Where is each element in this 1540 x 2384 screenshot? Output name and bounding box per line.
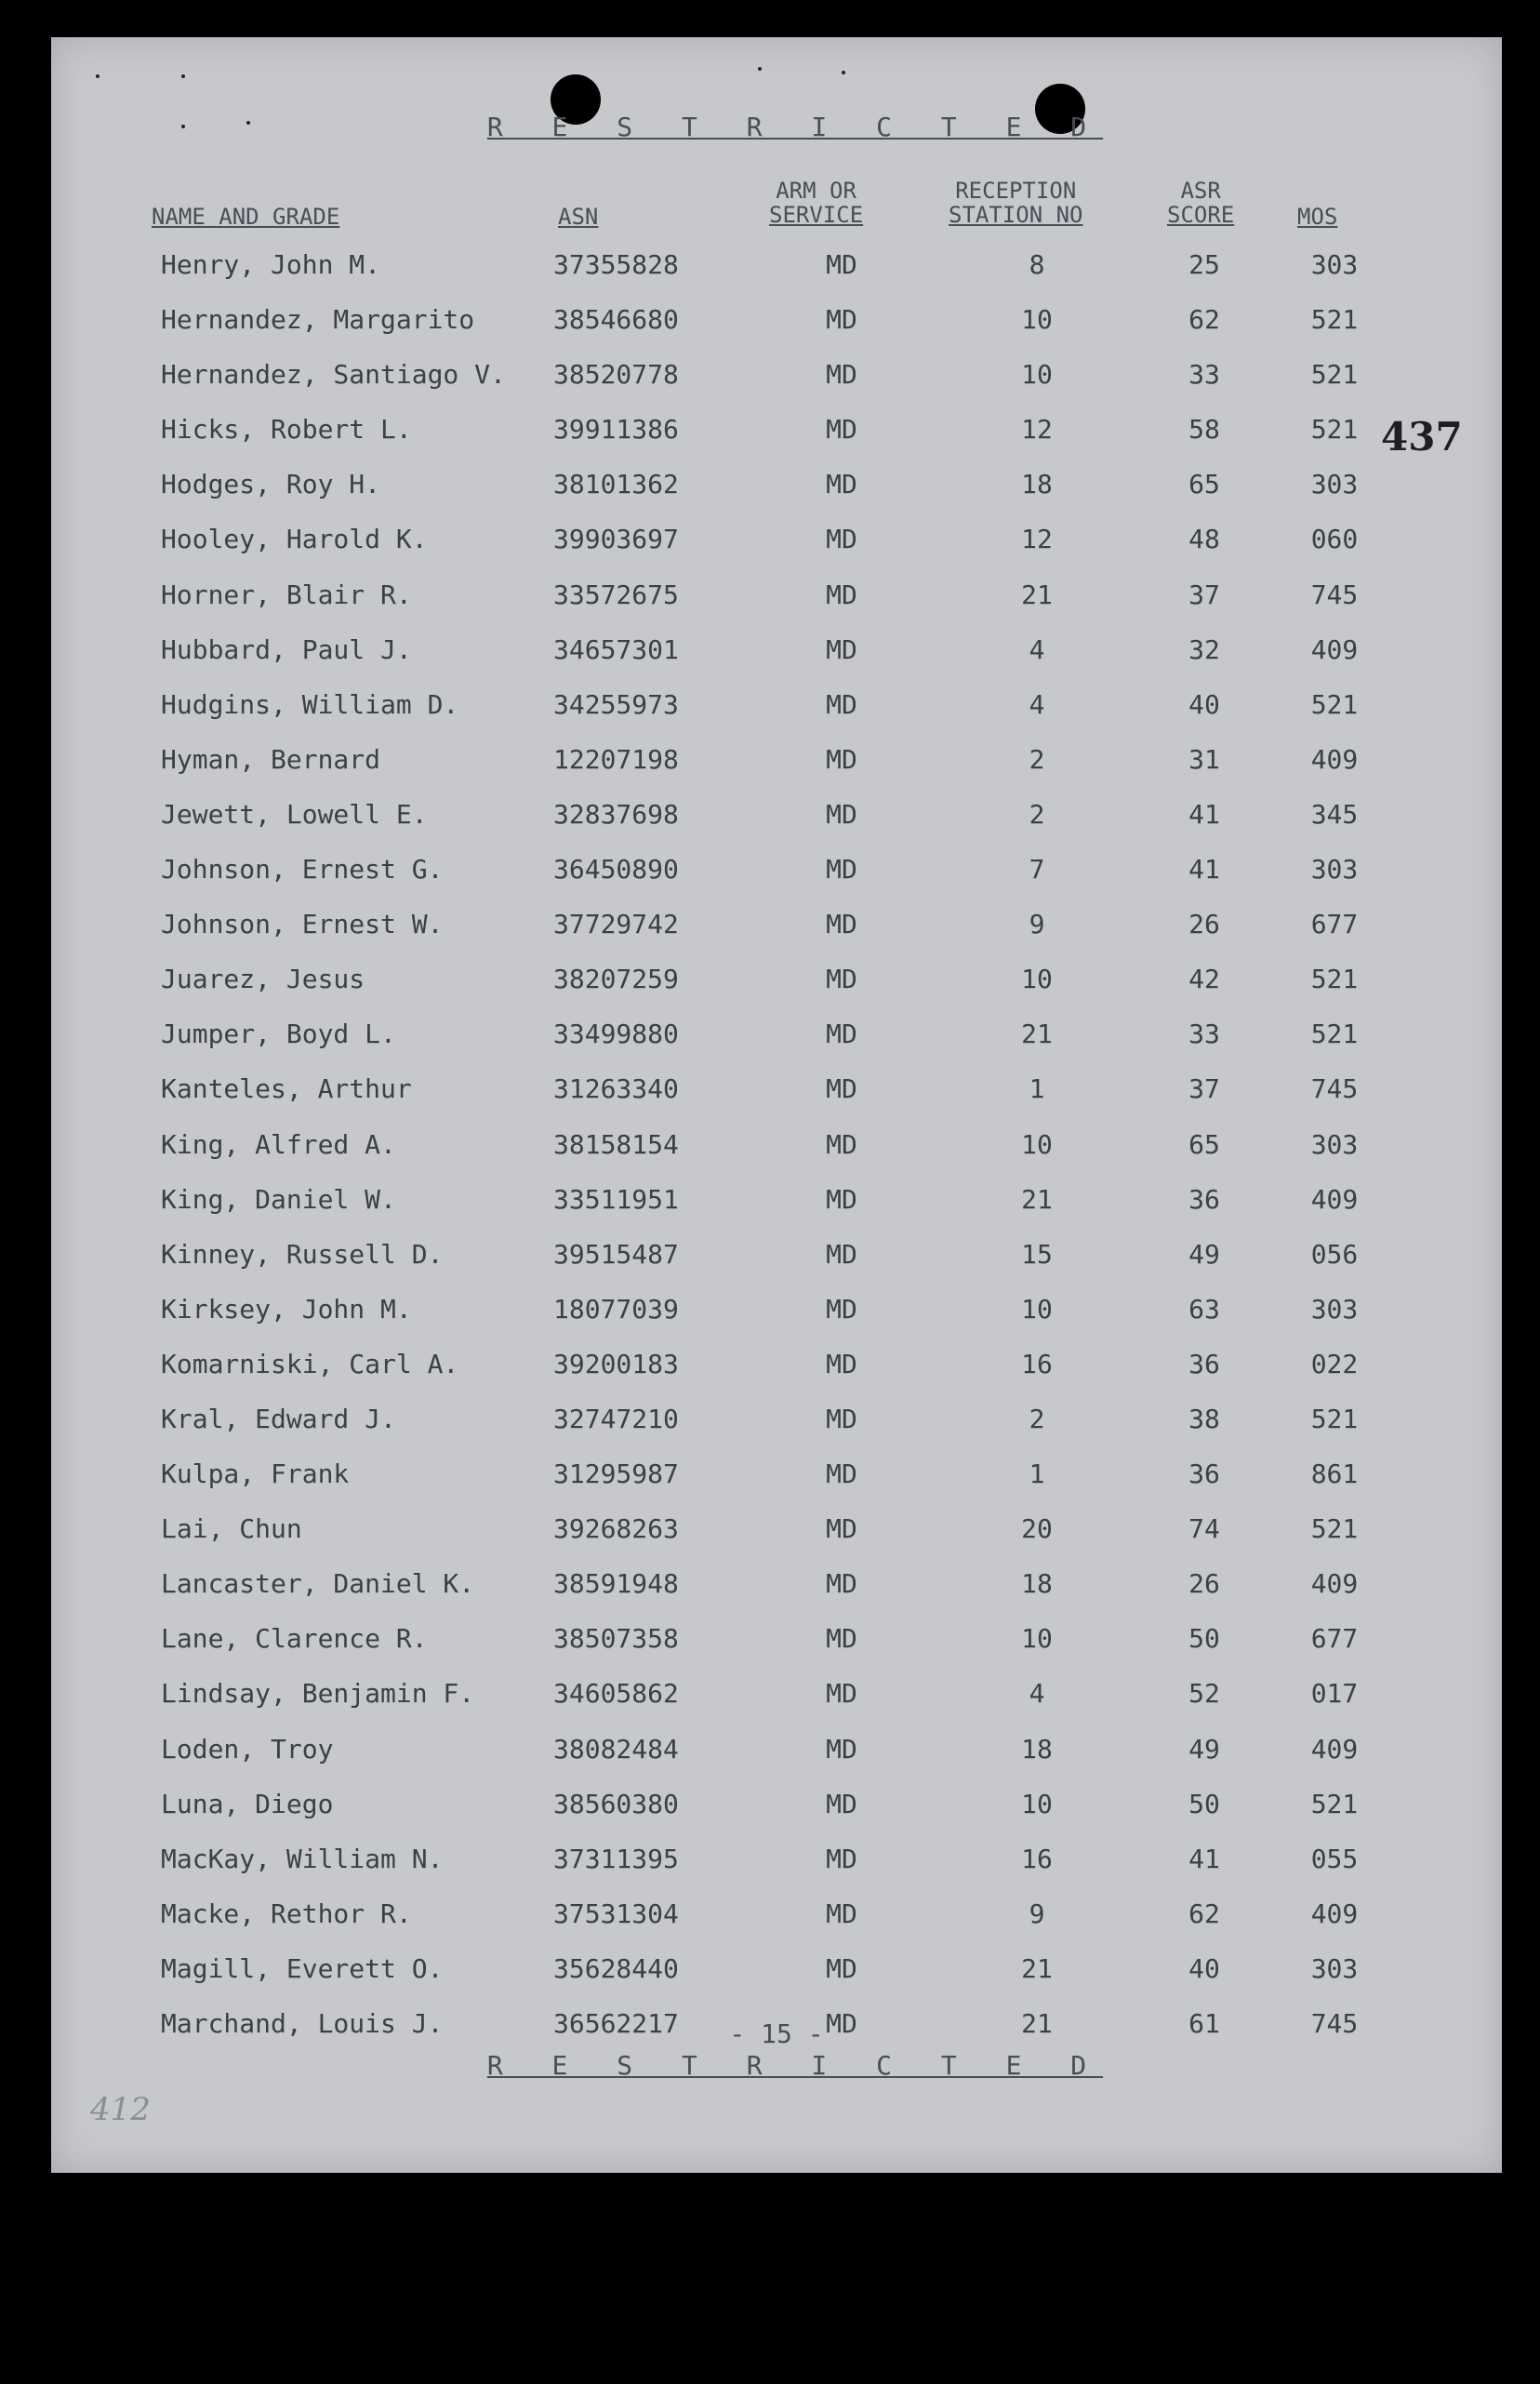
asr-score-cell: 65 — [1188, 469, 1220, 500]
asn-cell: 38207259 — [553, 964, 679, 995]
arm-service-cell: MD — [826, 1238, 857, 1270]
name-cell: MacKay, William N. — [161, 1843, 444, 1874]
table-row — [51, 799, 1502, 854]
arm-service-cell: MD — [826, 1293, 857, 1325]
arm-service-cell: MD — [826, 1348, 857, 1379]
paper-speck — [181, 74, 185, 78]
reception-station-cell: 2 — [1029, 743, 1045, 775]
arm-service-cell: MD — [826, 249, 857, 280]
asr-score-cell: 52 — [1188, 1678, 1220, 1710]
reception-station-cell: 8 — [1029, 249, 1045, 280]
mos-cell: 521 — [1310, 688, 1359, 720]
asr-score-cell: 41 — [1188, 854, 1220, 886]
table-row — [51, 1678, 1502, 1733]
mos-cell: 303 — [1310, 249, 1359, 280]
reception-station-cell: 9 — [1029, 1898, 1045, 1929]
arm-service-cell: MD — [826, 2008, 857, 2039]
mos-cell: 409 — [1310, 1568, 1359, 1600]
asn-cell: 37729742 — [553, 909, 679, 940]
asn-cell: 38082484 — [553, 1733, 679, 1765]
asr-score-cell: 62 — [1188, 1898, 1220, 1929]
mos-cell: 409 — [1310, 633, 1359, 665]
reception-station-cell: 10 — [1021, 1623, 1053, 1655]
asr-score-cell: 50 — [1188, 1623, 1220, 1655]
mos-cell: 521 — [1310, 359, 1359, 391]
name-cell: Kral, Edward J. — [161, 1403, 396, 1434]
asn-cell: 33499880 — [553, 1019, 679, 1050]
asn-cell: 39911386 — [553, 414, 679, 446]
name-cell: Hudgins, William D. — [161, 688, 459, 720]
table-row — [51, 634, 1502, 689]
column-header-mos: MOS — [1297, 204, 1338, 230]
mos-cell: 521 — [1310, 414, 1359, 446]
table-row — [51, 524, 1502, 579]
reception-station-cell: 4 — [1029, 633, 1045, 665]
asr-score-cell: 33 — [1188, 1019, 1220, 1050]
name-cell: Marchand, Louis J. — [161, 2008, 444, 2039]
reception-station-cell: 10 — [1021, 359, 1053, 391]
name-cell: Lai, Chun — [161, 1513, 302, 1545]
handwritten-note: 412 — [90, 2091, 151, 2128]
mos-cell: 409 — [1310, 1183, 1359, 1215]
table-row — [51, 1734, 1502, 1789]
asn-cell: 38520778 — [553, 359, 679, 391]
asn-cell: 39903697 — [553, 524, 679, 555]
asn-cell: 38591948 — [553, 1568, 679, 1600]
asn-cell: 37355828 — [553, 249, 679, 280]
table-row — [51, 1294, 1502, 1349]
mos-cell: 409 — [1310, 743, 1359, 775]
table-row — [51, 579, 1502, 634]
name-cell: Hodges, Roy H. — [161, 469, 381, 500]
table-row — [51, 1623, 1502, 1678]
asr-score-cell: 49 — [1188, 1238, 1220, 1270]
asr-score-cell: 63 — [1188, 1293, 1220, 1325]
mos-cell: 060 — [1310, 524, 1359, 555]
arm-service-cell: MD — [826, 1678, 857, 1710]
arm-service-cell: MD — [826, 1403, 857, 1434]
asr-score-cell: 40 — [1188, 1952, 1220, 1984]
table-row — [51, 689, 1502, 744]
mos-cell: 521 — [1310, 1788, 1359, 1819]
reception-station-cell: 15 — [1021, 1238, 1053, 1270]
reception-station-cell: 20 — [1021, 1513, 1053, 1545]
asr-score-cell: 41 — [1188, 798, 1220, 830]
name-cell: Jumper, Boyd L. — [161, 1019, 396, 1050]
column-header-asr-score: ASR SCORE — [1167, 178, 1235, 228]
asn-cell: 38158154 — [553, 1128, 679, 1160]
mos-cell: 677 — [1310, 909, 1359, 940]
asr-score-cell: 36 — [1188, 1183, 1220, 1215]
table-row — [51, 1568, 1502, 1623]
asr-score-cell: 36 — [1188, 1458, 1220, 1490]
mos-cell: 745 — [1310, 579, 1359, 610]
classification-header: R E S T R I C T E D — [486, 112, 1104, 142]
table-row — [51, 1019, 1502, 1073]
asn-cell: 37311395 — [553, 1843, 679, 1874]
asr-score-cell: 37 — [1188, 1073, 1220, 1105]
reception-station-cell: 12 — [1021, 524, 1053, 555]
table-row — [51, 964, 1502, 1019]
mos-cell: 521 — [1310, 1019, 1359, 1050]
name-cell: Kinney, Russell D. — [161, 1238, 444, 1270]
asr-score-cell: 58 — [1188, 414, 1220, 446]
arm-service-cell: MD — [826, 688, 857, 720]
table-row — [51, 1404, 1502, 1458]
reception-station-cell: 21 — [1021, 2008, 1053, 2039]
name-cell: Hubbard, Paul J. — [161, 633, 412, 665]
mos-cell: 521 — [1310, 1403, 1359, 1434]
arm-service-cell: MD — [826, 743, 857, 775]
asn-cell: 32747210 — [553, 1403, 679, 1434]
arm-service-cell: MD — [826, 414, 857, 446]
arm-service-cell: MD — [826, 1128, 857, 1160]
mos-cell: 745 — [1310, 2008, 1359, 2039]
roster-table — [51, 249, 1502, 2063]
paper-speck — [842, 71, 845, 74]
asr-score-cell: 50 — [1188, 1788, 1220, 1819]
mos-cell: 409 — [1310, 1898, 1359, 1929]
asn-cell: 34605862 — [553, 1678, 679, 1710]
arm-service-cell: MD — [826, 469, 857, 500]
arm-service-cell: MD — [826, 1513, 857, 1545]
name-cell: Juarez, Jesus — [161, 964, 365, 995]
arm-service-cell: MD — [826, 633, 857, 665]
asn-cell: 39200183 — [553, 1348, 679, 1379]
mos-cell: 017 — [1310, 1678, 1359, 1710]
mos-cell: 861 — [1310, 1458, 1359, 1490]
table-row — [51, 1953, 1502, 2008]
table-row — [51, 1844, 1502, 1898]
asn-cell: 34657301 — [553, 633, 679, 665]
arm-service-cell: MD — [826, 304, 857, 336]
asn-cell: 38546680 — [553, 304, 679, 336]
name-cell: Kirksey, John M. — [161, 1293, 412, 1325]
reception-station-cell: 21 — [1021, 1952, 1053, 1984]
asn-cell: 39515487 — [553, 1238, 679, 1270]
name-cell: Hernandez, Santiago V. — [161, 359, 506, 391]
asr-score-cell: 32 — [1188, 633, 1220, 665]
column-header-arm-service: ARM OR SERVICE — [769, 178, 864, 228]
mos-cell: 056 — [1310, 1238, 1359, 1270]
paper-speck — [96, 74, 100, 78]
arm-service-cell: MD — [826, 359, 857, 391]
mos-cell: 409 — [1310, 1733, 1359, 1765]
arm-service-cell: MD — [826, 579, 857, 610]
asr-score-cell: 48 — [1188, 524, 1220, 555]
reception-station-cell: 21 — [1021, 1019, 1053, 1050]
classification-footer: R E S T R I C T E D — [486, 2050, 1104, 2081]
reception-station-cell: 1 — [1029, 1458, 1045, 1490]
mos-cell: 055 — [1310, 1843, 1359, 1874]
asr-score-cell: 26 — [1188, 1568, 1220, 1600]
table-row — [51, 1129, 1502, 1184]
asr-score-cell: 42 — [1188, 964, 1220, 995]
reception-station-cell: 7 — [1029, 854, 1045, 886]
asr-score-cell: 74 — [1188, 1513, 1220, 1545]
name-cell: Johnson, Ernest G. — [161, 854, 444, 886]
table-row — [51, 1898, 1502, 1953]
table-row — [51, 1513, 1502, 1568]
asn-cell: 31295987 — [553, 1458, 679, 1490]
asr-score-cell: 26 — [1188, 909, 1220, 940]
asn-cell: 33511951 — [553, 1183, 679, 1215]
asr-score-cell: 36 — [1188, 1348, 1220, 1379]
asr-score-cell: 40 — [1188, 688, 1220, 720]
name-cell: Lancaster, Daniel K. — [161, 1568, 475, 1600]
name-cell: Macke, Rethor R. — [161, 1898, 412, 1929]
asn-cell: 39268263 — [553, 1513, 679, 1545]
name-cell: Johnson, Ernest W. — [161, 909, 444, 940]
page-number: - 15 - — [729, 2018, 824, 2049]
table-row — [51, 744, 1502, 799]
table-row — [51, 469, 1502, 524]
name-cell: Hicks, Robert L. — [161, 414, 412, 446]
arm-service-cell: MD — [826, 1898, 857, 1929]
arm-service-cell: MD — [826, 1019, 857, 1050]
asn-cell: 36562217 — [553, 2008, 679, 2039]
arm-service-cell: MD — [826, 798, 857, 830]
paper-speck — [758, 67, 762, 71]
document-page — [51, 37, 1502, 2173]
reception-station-cell: 2 — [1029, 798, 1045, 830]
asn-cell: 12207198 — [553, 743, 679, 775]
name-cell: Kanteles, Arthur — [161, 1073, 412, 1105]
name-cell: Lane, Clarence R. — [161, 1623, 428, 1655]
reception-station-cell: 18 — [1021, 1568, 1053, 1600]
asn-cell: 35628440 — [553, 1952, 679, 1984]
arm-service-cell: MD — [826, 1843, 857, 1874]
reception-station-cell: 10 — [1021, 1293, 1053, 1325]
column-header-name: NAME AND GRADE — [152, 204, 340, 230]
arm-service-cell: MD — [826, 1952, 857, 1984]
mos-cell: 303 — [1310, 1293, 1359, 1325]
mos-cell: 303 — [1310, 1952, 1359, 1984]
arm-service-cell: MD — [826, 1458, 857, 1490]
mos-cell: 303 — [1310, 854, 1359, 886]
reception-station-cell: 12 — [1021, 414, 1053, 446]
column-header-asn: ASN — [558, 204, 599, 230]
reception-station-cell: 18 — [1021, 1733, 1053, 1765]
mos-cell: 345 — [1310, 798, 1359, 830]
arm-service-cell: MD — [826, 1623, 857, 1655]
table-row — [51, 359, 1502, 414]
arm-service-cell: MD — [826, 1733, 857, 1765]
column-header-reception-station: RECEPTION STATION NO — [949, 178, 1083, 228]
asn-cell: 32837698 — [553, 798, 679, 830]
asn-cell: 18077039 — [553, 1293, 679, 1325]
asr-score-cell: 49 — [1188, 1733, 1220, 1765]
table-row — [51, 304, 1502, 359]
reception-station-cell: 18 — [1021, 469, 1053, 500]
asn-cell: 34255973 — [553, 688, 679, 720]
name-cell: Komarniski, Carl A. — [161, 1348, 459, 1379]
asr-score-cell: 31 — [1188, 743, 1220, 775]
reception-station-cell: 10 — [1021, 304, 1053, 336]
asr-score-cell: 38 — [1188, 1403, 1220, 1434]
asr-score-cell: 33 — [1188, 359, 1220, 391]
arm-service-cell: MD — [826, 1568, 857, 1600]
asn-cell: 33572675 — [553, 579, 679, 610]
reception-station-cell: 2 — [1029, 1403, 1045, 1434]
asr-score-cell: 41 — [1188, 1843, 1220, 1874]
name-cell: Hooley, Harold K. — [161, 524, 428, 555]
arm-service-cell: MD — [826, 1183, 857, 1215]
name-cell: King, Daniel W. — [161, 1183, 396, 1215]
arm-service-cell: MD — [826, 964, 857, 995]
reception-station-cell: 16 — [1021, 1843, 1053, 1874]
name-cell: Magill, Everett O. — [161, 1952, 444, 1984]
asr-score-cell: 61 — [1188, 2008, 1220, 2039]
asn-cell: 38101362 — [553, 469, 679, 500]
reception-station-cell: 10 — [1021, 1128, 1053, 1160]
mos-cell: 521 — [1310, 1513, 1359, 1545]
reception-station-cell: 9 — [1029, 909, 1045, 940]
asn-cell: 38560380 — [553, 1788, 679, 1819]
mos-cell: 677 — [1310, 1623, 1359, 1655]
name-cell: Henry, John M. — [161, 249, 381, 280]
table-row — [51, 854, 1502, 909]
name-cell: Jewett, Lowell E. — [161, 798, 428, 830]
mos-cell: 303 — [1310, 469, 1359, 500]
asr-score-cell: 62 — [1188, 304, 1220, 336]
table-row — [51, 909, 1502, 964]
name-cell: Loden, Troy — [161, 1733, 334, 1765]
table-row — [51, 414, 1502, 469]
table-row — [51, 1349, 1502, 1404]
arm-service-cell: MD — [826, 1788, 857, 1819]
name-cell: Lindsay, Benjamin F. — [161, 1678, 475, 1710]
asn-cell: 37531304 — [553, 1898, 679, 1929]
asn-cell: 38507358 — [553, 1623, 679, 1655]
arm-service-cell: MD — [826, 909, 857, 940]
asn-cell: 31263340 — [553, 1073, 679, 1105]
arm-service-cell: MD — [826, 854, 857, 886]
table-row — [51, 1073, 1502, 1128]
reception-station-cell: 16 — [1021, 1348, 1053, 1379]
mos-cell: 521 — [1310, 964, 1359, 995]
asr-score-cell: 25 — [1188, 249, 1220, 280]
mos-cell: 521 — [1310, 304, 1359, 336]
mos-cell: 022 — [1310, 1348, 1359, 1379]
reception-station-cell: 10 — [1021, 1788, 1053, 1819]
reception-station-cell: 21 — [1021, 1183, 1053, 1215]
name-cell: King, Alfred A. — [161, 1128, 396, 1160]
name-cell: Luna, Diego — [161, 1788, 334, 1819]
mos-cell: 303 — [1310, 1128, 1359, 1160]
stamped-number: 437 — [1381, 414, 1463, 459]
arm-service-cell: MD — [826, 1073, 857, 1105]
name-cell: Hyman, Bernard — [161, 743, 381, 775]
name-cell: Horner, Blair R. — [161, 579, 412, 610]
table-row — [51, 1239, 1502, 1294]
reception-station-cell: 4 — [1029, 1678, 1045, 1710]
table-row — [51, 1184, 1502, 1239]
table-row — [51, 1458, 1502, 1513]
arm-service-cell: MD — [826, 524, 857, 555]
asr-score-cell: 65 — [1188, 1128, 1220, 1160]
reception-station-cell: 1 — [1029, 1073, 1045, 1105]
name-cell: Kulpa, Frank — [161, 1458, 350, 1490]
asn-cell: 36450890 — [553, 854, 679, 886]
asr-score-cell: 37 — [1188, 579, 1220, 610]
reception-station-cell: 4 — [1029, 688, 1045, 720]
name-cell: Hernandez, Margarito — [161, 304, 475, 336]
table-row — [51, 249, 1502, 304]
table-row — [51, 1789, 1502, 1844]
reception-station-cell: 21 — [1021, 579, 1053, 610]
reception-station-cell: 10 — [1021, 964, 1053, 995]
mos-cell: 745 — [1310, 1073, 1359, 1105]
